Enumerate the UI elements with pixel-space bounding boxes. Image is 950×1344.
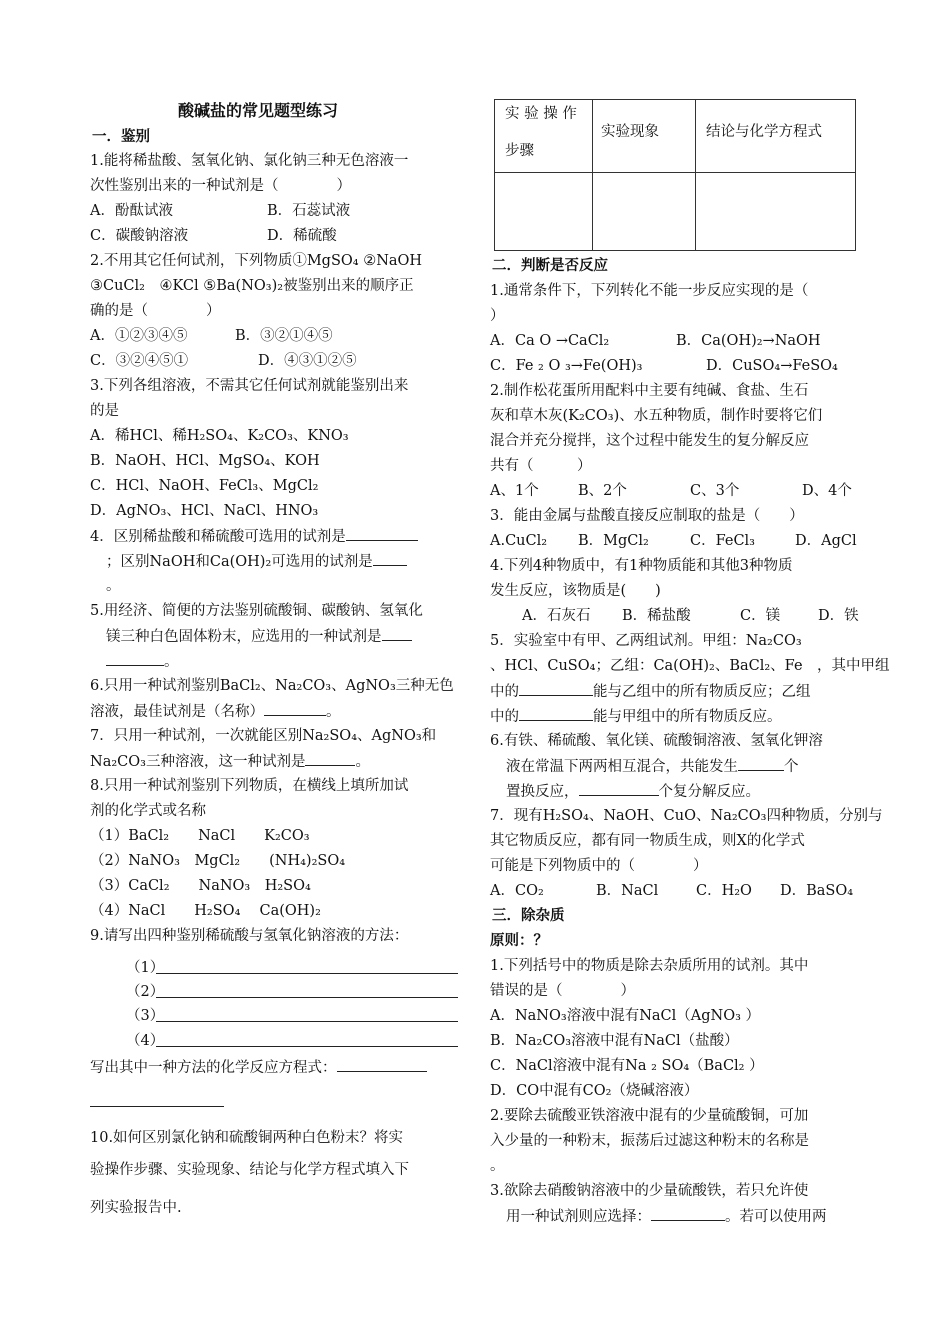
question-text: 用一种试剂则应选择：: [506, 1209, 651, 1225]
section-heading-impurities: 三．除杂质: [492, 908, 565, 924]
question-text: 其它物质反应，都有同一物质生成，则X的化学式: [490, 833, 805, 849]
option-a: A．①②③④⑤: [90, 328, 188, 344]
question-text: Na₂CO₃三种溶液，这一种试剂是: [90, 754, 306, 770]
list-item: （3）CaCl₂ NaNO₃ H₂SO₄: [90, 878, 311, 894]
option-d: D．稀硫酸: [267, 228, 337, 244]
question-text: 1.通常条件下，下列转化不能一步反应实现的是（: [490, 283, 809, 299]
question-text: [90, 701, 341, 722]
question-text: 确的是（ ）: [90, 303, 221, 319]
option-b: B．NaCl: [596, 883, 659, 899]
table-row: [495, 173, 856, 251]
question-text: ）: [490, 308, 505, 324]
question-text: [506, 1206, 827, 1227]
list-item: （3）: [126, 1008, 165, 1024]
answer-blank[interactable]: [519, 681, 593, 696]
option-b: B．③②①④⑤: [235, 328, 333, 344]
option-c: C．FeCl₃: [690, 533, 755, 549]
question-text: 置换反应，: [506, 784, 579, 800]
option-d: D．CO中混有CO₂（烧碱溶液）: [490, 1083, 699, 1099]
table-header-text: 实 验 操 作: [505, 106, 577, 122]
answer-blank[interactable]: [106, 651, 164, 666]
option-a: A．Ca O →CaCl₂: [490, 333, 610, 349]
question-text: 混合并充分搅拌，这个过程中能发生的复分解反应: [490, 433, 809, 449]
answer-blank[interactable]: [373, 551, 407, 566]
question-text: 次性鉴别出来的一种试剂是（ ）: [90, 178, 351, 194]
option-a: A．石灰石: [522, 608, 591, 624]
option-b: B．MgCl₂: [578, 533, 649, 549]
option-a: A、1个: [490, 483, 539, 499]
option-a: A．酚酞试液: [90, 203, 173, 219]
question-text: 。: [355, 754, 370, 770]
option-d: D．铁: [818, 608, 859, 624]
option-c: C．碳酸钠溶液: [90, 228, 189, 244]
answer-blank[interactable]: [579, 781, 659, 796]
question-text: 9.请写出四种鉴别稀硫酸与氢氧化钠溶液的方法：: [90, 928, 409, 944]
principle-label: 原则：？: [490, 933, 548, 949]
question-text: 镁三种白色固体粉末，应选用的一种试剂是: [106, 629, 382, 645]
question-text: 10.如何区别氯化钠和硫酸铜两种白色粉末？将实: [90, 1130, 404, 1146]
question-text: 。: [106, 578, 121, 594]
question-text: ③CuCl₂ ④KCl ⑤Ba(NO₃)₂被鉴别出来的顺序正: [90, 278, 414, 294]
question-text: [90, 1057, 427, 1078]
question-text: 、HCl、CuSO₄；乙组：Ca(OH)₂、BaCl₂、Fe ，其中甲组: [490, 658, 890, 674]
option-c: C．Fe ₂ O ₃→Fe(OH)₃: [490, 358, 643, 374]
table-header-text: 结论与化学方程式: [706, 124, 822, 140]
option-a: A．CO₂: [490, 883, 544, 899]
question-text: 7．只用一种试剂，一次就能区别Na₂SO₄、AgNO₃和: [90, 728, 437, 744]
section-heading-identify: 一．鉴别: [92, 129, 150, 145]
question-text: [90, 751, 370, 772]
answer-line[interactable]: [90, 1106, 224, 1107]
question-text: ；区别NaOH和Ca(OH)₂可选用的试剂是: [106, 554, 373, 570]
question-text: [490, 706, 782, 727]
question-text: [90, 526, 418, 547]
answer-line[interactable]: [156, 1021, 458, 1022]
option-d: D．BaSO₄: [780, 883, 854, 899]
question-text: 3.欲除去硝酸钠溶液中的少量硫酸铁，若只允许使: [490, 1183, 809, 1199]
question-text: 剂的化学式或名称: [90, 803, 206, 819]
list-item: （2）NaNO₃ MgCl₂ (NH₄)₂SO₄: [90, 853, 346, 869]
answer-blank[interactable]: [382, 626, 412, 641]
answer-blank[interactable]: [305, 751, 355, 766]
experiment-report-table: [494, 99, 856, 251]
question-text: 入少量的一种粉末，振荡后过滤这种粉末的名称是: [490, 1133, 809, 1149]
question-text: 能与甲组中的所有物质反应。: [593, 709, 782, 725]
option-d: D．AgNO₃、HCl、NaCl、HNO₃: [90, 503, 319, 519]
answer-blank[interactable]: [651, 1206, 725, 1221]
option-b: B．Ca(OH)₂→NaOH: [676, 333, 821, 349]
option-b: B．石蕊试液: [267, 203, 351, 219]
question-text: 中的: [490, 709, 519, 725]
option-d: D．CuSO₄→FeSO₄: [706, 358, 838, 374]
answer-blank[interactable]: [346, 526, 418, 541]
question-text: 列实验报告中.: [90, 1200, 182, 1216]
option-b: B．NaOH、HCl、MgSO₄、KOH: [90, 453, 320, 469]
option-d: D、4个: [802, 483, 852, 499]
question-text: 的是: [90, 403, 119, 419]
option-c: C．H₂O: [696, 883, 752, 899]
question-text: 7．现有H₂SO₄、NaOH、CuO、Na₂CO₃四种物质，分别与: [490, 808, 883, 824]
question-text: 6.只用一种试剂鉴别BaCl₂、Na₂CO₃、AgNO₃三种无色: [90, 678, 454, 694]
option-b: B．稀盐酸: [622, 608, 691, 624]
question-text: 1.下列括号中的物质是除去杂质所用的试剂。其中: [490, 958, 809, 974]
list-item: （1）BaCl₂ NaCl K₂CO₃: [90, 828, 310, 844]
question-text: 可能是下列物质中的（ ）: [490, 858, 708, 874]
option-a: A.CuCl₂: [490, 533, 548, 549]
answer-blank[interactable]: [337, 1057, 427, 1072]
question-text: [490, 681, 811, 702]
option-b: B、2个: [578, 483, 627, 499]
question-text: 2.要除去硫酸亚铁溶液中混有的少量硫酸铜，可加: [490, 1108, 809, 1124]
question-text: 共有（ ）: [490, 458, 592, 474]
option-c: C．NaCl溶液中混有Na ₂ SO₄（BaCl₂ ）: [490, 1058, 764, 1074]
question-text: 5.用经济、简便的方法鉴别硫酸铜、碳酸钠、氢氧化: [90, 603, 423, 619]
page-title: 酸碱盐的常见题型练习: [178, 101, 339, 120]
question-text: 灰和草木灰(K₂CO₃)、水五种物质，制作时要将它们: [490, 408, 823, 424]
option-c: C、3个: [690, 483, 740, 499]
table-header-text: 步骤: [505, 143, 534, 159]
option-a: A．稀HCl、稀H₂SO₄、K₂CO₃、KNO₃: [90, 428, 349, 444]
question-text: 验操作步骤、实验现象、结论与化学方程式填入下: [90, 1162, 409, 1178]
option-a: A．NaNO₃溶液中混有NaCl（AgNO₃ ）: [490, 1008, 761, 1024]
table-header-row: [495, 100, 856, 173]
question-text: 写出其中一种方法的化学反应方程式：: [90, 1060, 337, 1076]
question-text: 能与乙组中的所有物质反应；乙组: [593, 684, 811, 700]
question-text: 1.能将稀盐酸、氢氧化钠、氯化钠三种无色溶液一: [90, 153, 409, 169]
section-heading-reaction: 二．判断是否反应: [492, 258, 608, 274]
question-text: 4．区别稀盐酸和稀硫酸可选用的试剂是: [90, 529, 346, 545]
question-text: [506, 781, 760, 802]
question-text: [106, 626, 412, 647]
option-d: D．④③①②⑤: [258, 353, 357, 369]
table-cell[interactable]: [593, 173, 696, 251]
table-cell[interactable]: [696, 173, 856, 251]
question-text: 2.不用其它任何试剂，下列物质①MgSO₄ ②NaOH: [90, 253, 423, 269]
option-c: C．HCl、NaOH、FeCl₃、MgCl₂: [90, 478, 319, 494]
question-text: 发生反应，该物质是( ): [490, 583, 661, 599]
question-text: [106, 551, 407, 572]
question-text: 4.下列4种物质中，有1种物质能和其他3种物质: [490, 558, 793, 574]
question-text: 2.制作松花蛋所用配料中主要有纯碱、食盐、生石: [490, 383, 809, 399]
list-item: （2）: [126, 984, 165, 1000]
question-text: 。若可以使用两: [725, 1209, 827, 1225]
question-text: 错误的是（ ）: [490, 983, 635, 999]
question-text: 液在常温下两两相互混合，共能发生: [506, 759, 738, 775]
answer-blank[interactable]: [738, 756, 784, 771]
answer-blank[interactable]: [264, 701, 326, 716]
question-text: 5．实验室中有甲、乙两组试剂。甲组：Na₂CO₃: [490, 633, 802, 649]
question-text: [106, 651, 179, 672]
option-c: C．③②④⑤①: [90, 353, 189, 369]
list-item: （4）: [126, 1033, 165, 1049]
question-text: 。: [490, 1158, 505, 1174]
question-text: 。: [326, 704, 341, 720]
question-text: [506, 756, 799, 777]
question-text: 个: [784, 759, 799, 775]
question-text: 。: [164, 654, 179, 670]
table-header-cell: [593, 100, 696, 173]
answer-blank[interactable]: [519, 706, 593, 721]
option-b: B．Na₂CO₃溶液中混有NaCl（盐酸）: [490, 1033, 739, 1049]
answer-line[interactable]: [156, 1046, 458, 1047]
list-item: （1）: [126, 960, 165, 976]
question-text: 溶液，最佳试剂是（名称）: [90, 704, 264, 720]
option-d: D．AgCl: [795, 533, 857, 549]
table-cell[interactable]: [495, 173, 593, 251]
question-text: 8.只用一种试剂鉴别下列物质，在横线上填所加试: [90, 778, 409, 794]
question-text: 6.有铁、稀硫酸、氧化镁、硫酸铜溶液、氢氧化钾溶: [490, 733, 823, 749]
table-header-text: 实验现象: [601, 124, 659, 140]
question-text: 个复分解反应。: [658, 784, 760, 800]
table-header-cell: [696, 100, 856, 173]
question-text: 3．能由金属与盐酸直接反应制取的盐是（ ）: [490, 508, 804, 524]
question-text: 3.下列各组溶液，不需其它任何试剂就能鉴别出来: [90, 378, 409, 394]
question-text: 中的: [490, 684, 519, 700]
table-header-cell: [495, 100, 593, 173]
answer-line[interactable]: [156, 997, 458, 998]
list-item: （4）NaCl H₂SO₄ Ca(OH)₂: [90, 903, 321, 919]
option-c: C．镁: [740, 608, 781, 624]
answer-line[interactable]: [156, 973, 458, 974]
